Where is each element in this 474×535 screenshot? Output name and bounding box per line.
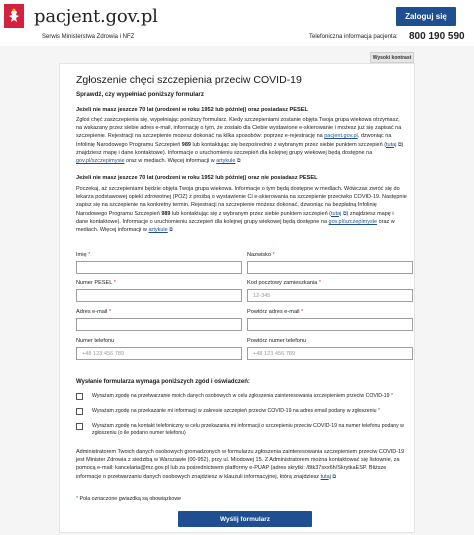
email-input[interactable] (76, 318, 242, 331)
phone-input[interactable] (76, 347, 242, 360)
external-link-icon: ⧉ (169, 227, 173, 234)
last-name-label: Nazwisko * (247, 252, 275, 258)
map-link[interactable]: tutaj (331, 210, 342, 217)
consents-heading: Wysłanie formularza wymaga poniższych zgód i oświadczeń: (76, 379, 250, 385)
pacjent-link[interactable]: pacjent.gov.pl (324, 133, 358, 140)
consent-row: Wyrażam zgodę na kontakt telefoniczny w celu przekazania mi informacji o szczepieniu przeciw COVID-19 na numer telefonu podany w zgłoszeniu (o ile podano numer telefonu) (76, 423, 412, 438)
phone-repeat-label: Powtórz numer telefonu (247, 338, 307, 344)
submit-button[interactable]: Wyślij formularz (178, 511, 312, 527)
ministry-text: Serwis Ministerstwa Zdrowia i NFZ (42, 34, 135, 40)
site-logo-text[interactable]: pacjent.gov.pl (34, 6, 158, 27)
consent-checkbox[interactable] (76, 408, 83, 415)
site-header (0, 0, 474, 46)
gov-link[interactable]: gov.pl/szczepimysie (328, 218, 378, 225)
external-link-icon: ⧉ (332, 473, 337, 480)
privacy-text: Administratorem Twoich danych osobowych gromadzonych w formularzu zgłoszenia zainteresowania szczepieniem przeciw COVID-19 jest Minister Zdrowia z siedzibą w Warszawie (00-952), przy ul. Miodowej 15. Z Administratorem można kontaktować się listownie, za pomocą e-mail: kancelaria@mz.gov.pl lub za pośrednictwem platformy e-PUAP (adres skrytki: /8tk37sxx6h/SkrytkaESP. Bliższe informacje o przetwarzaniu danych osobowych znajdziesz w klauzuli informacyjnej, którą znajdziesz tutaj ⧉ (76, 449, 405, 480)
phone-label: Numer telefonu (76, 338, 115, 344)
form-lead: Sprawdź, czy wypełniać poniższy formularz (76, 91, 204, 98)
section1-text: Zgłoś chęć zaszczepienia się, wypełniając poniższy formularz. Kiedy szczepieniami zostanie objęta Twoja grupa wiekowa otrzymasz, na wskazany przez siebie adres e-mail, informację o tym, że zostało dla Ciebie wystawione e-skierowanie i możesz już się zapisać na szczepienie. Rejestracji na szczepienie możesz dokonać na kilka sposobów: poprzez e-rejestrację na pacjent.gov.pl, dzwoniąc na Infolinię Narodowego Programu Szczepień 989 lub kontaktując się bezpośrednio z wybranym przez siebie punktem szczepień (tutaj ⧉) znajdziesz mapę i dane kontaktowe). Informacje o uruchomieniu szczepień dla kolejnej grupy wiekowej będą dostępne na gov.pl/szczepimysie oraz w mediach. Więcej informacji w artykule ⧉ (76, 117, 404, 165)
postal-code-input[interactable] (247, 289, 413, 302)
gov-link[interactable]: gov.pl/szczepimysie (76, 158, 125, 165)
first-name-input[interactable] (76, 261, 242, 274)
external-link-icon: ⧉ (342, 210, 347, 217)
login-button[interactable]: Zaloguj się (396, 7, 456, 26)
consent-row: Wyrażam zgodę na przekazanie mi informacji w zakresie szczepień przeciw COVID-19 na adres email podany w zgłoszeniu * (76, 408, 412, 415)
consent-checkbox[interactable] (76, 423, 83, 430)
high-contrast-button[interactable]: Wysoki kontrast (370, 52, 414, 63)
phone-repeat-input[interactable] (247, 347, 413, 360)
consent-row: Wyrażam zgodę na przetwarzanie moich danych osobowych w celu zgłoszenia zainteresowania szczepieniem przeciw COVID-19 * (76, 393, 412, 400)
vaccination-form-card (59, 63, 415, 533)
subheader (0, 31, 474, 46)
page-title: Zgłoszenie chęci szczepienia przeciw COVID-19 (76, 74, 302, 86)
polish-emblem-icon (4, 4, 24, 28)
pesel-label: Numer PESEL * (76, 280, 116, 286)
email-label: Adres e-mail * (76, 309, 112, 315)
hotline-number[interactable]: 800 190 590 (409, 31, 465, 42)
section1-heading: Jeżeli nie masz jeszcze 70 lat (urodzeni w roku 1952 lub później) oraz posiadasz PESEL (76, 107, 308, 113)
first-name-label: Imię * (76, 252, 91, 258)
section2-heading: Jeżeli nie masz jeszcze 70 lat (urodzeni w roku 1952 lub później) oraz nie posiadasz PESEL (76, 175, 318, 181)
article-link[interactable]: artykule (216, 158, 236, 165)
email-repeat-input[interactable] (247, 318, 413, 331)
postal-code-label: Kod pocztowy zamieszkania * (247, 280, 322, 286)
external-link-icon: ⧉ (397, 141, 402, 148)
external-link-icon: ⧉ (237, 158, 241, 165)
required-note: * Pola oznaczone gwiazdką są obowiązkowe (76, 496, 182, 502)
section2-text: Poczekaj, aż szczepieniami będzie objęta Twoja grupa wiekowa. Informacje o tym będą dostępne w mediach. Wówczas zwróć się do lekarza podstawowej opieki zdrowotnej (POZ) z prośbą o wystawienie Ci e-skierowania na szczepienie przeciwko COVID-19. Następnie zapisz się na szczepienie na konkretny termin. Rejestracji na szczepienie możesz dokonać, dzwoniąc na bezpłatną Infolinię Narodowego Programu Szczepień 989 lub kontaktując się z wybranym przez siebie punktem szczepień (tutaj ⧉) znajdziesz mapę i dane kontaktowe). Informacje o uruchomieniu szczepień dla kolejnej grupy wiekowej będą dostępne na gov.pl/szczepimysie oraz w mediach. Więcej informacji w artykule ⧉ (76, 186, 407, 234)
privacy-link[interactable]: tutaj (320, 473, 331, 480)
consent-checkbox[interactable] (76, 393, 83, 400)
article-link[interactable]: artykule (148, 227, 168, 234)
hotline-label: Telefoniczna informacja pacjenta: (309, 34, 398, 40)
last-name-input[interactable] (247, 261, 413, 274)
map-link[interactable]: tutaj (386, 141, 397, 148)
pesel-input[interactable] (76, 289, 242, 302)
email-repeat-label: Powtórz adres e-mail * (247, 309, 304, 315)
